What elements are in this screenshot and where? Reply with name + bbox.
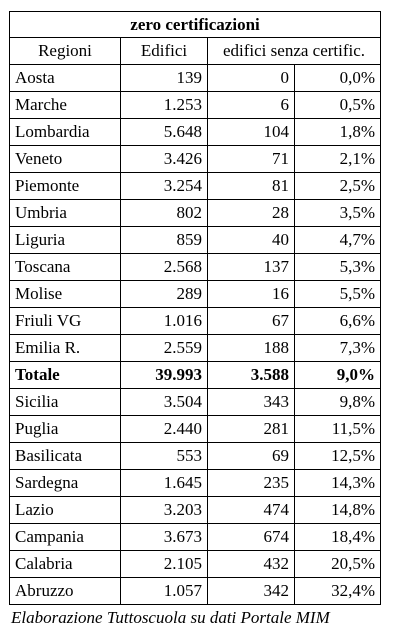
percentage-cell: 12,5% xyxy=(295,443,381,470)
region-cell: Campania xyxy=(10,524,121,551)
without-cert-cell: 40 xyxy=(208,227,295,254)
buildings-cell: 3.673 xyxy=(121,524,208,551)
region-cell: Totale xyxy=(10,362,121,389)
region-cell: Puglia xyxy=(10,416,121,443)
without-cert-cell: 3.588 xyxy=(208,362,295,389)
without-cert-cell: 342 xyxy=(208,578,295,605)
table-row xyxy=(10,470,381,497)
region-cell: Sardegna xyxy=(10,470,121,497)
percentage-cell: 7,3% xyxy=(295,335,381,362)
table-row xyxy=(10,173,381,200)
header-regioni: Regioni xyxy=(10,38,121,65)
percentage-cell: 5,5% xyxy=(295,281,381,308)
region-cell: Friuli VG xyxy=(10,308,121,335)
buildings-cell: 859 xyxy=(121,227,208,254)
without-cert-cell: 281 xyxy=(208,416,295,443)
without-cert-cell: 67 xyxy=(208,308,295,335)
percentage-cell: 0,5% xyxy=(295,92,381,119)
table-title-row xyxy=(10,12,381,38)
region-cell: Marche xyxy=(10,92,121,119)
table-header-row xyxy=(10,38,381,65)
percentage-cell: 1,8% xyxy=(295,119,381,146)
buildings-cell: 2.559 xyxy=(121,335,208,362)
without-cert-cell: 432 xyxy=(208,551,295,578)
buildings-cell: 39.993 xyxy=(121,362,208,389)
without-cert-cell: 104 xyxy=(208,119,295,146)
table-row xyxy=(10,254,381,281)
region-cell: Toscana xyxy=(10,254,121,281)
percentage-cell: 14,3% xyxy=(295,470,381,497)
header-edifici-senza-certificazione: edifici senza certific. xyxy=(208,38,381,65)
buildings-cell: 289 xyxy=(121,281,208,308)
without-cert-cell: 6 xyxy=(208,92,295,119)
table-row xyxy=(10,416,381,443)
buildings-cell: 1.645 xyxy=(121,470,208,497)
percentage-cell: 3,5% xyxy=(295,200,381,227)
buildings-cell: 2.568 xyxy=(121,254,208,281)
region-cell: Sicilia xyxy=(10,389,121,416)
table-row xyxy=(10,92,381,119)
region-cell: Lazio xyxy=(10,497,121,524)
table-row xyxy=(10,551,381,578)
without-cert-cell: 81 xyxy=(208,173,295,200)
table-row xyxy=(10,227,381,254)
buildings-cell: 2.105 xyxy=(121,551,208,578)
header-edifici: Edifici xyxy=(121,38,208,65)
buildings-cell: 802 xyxy=(121,200,208,227)
percentage-cell: 9,8% xyxy=(295,389,381,416)
percentage-cell: 5,3% xyxy=(295,254,381,281)
percentage-cell: 9,0% xyxy=(295,362,381,389)
buildings-cell: 2.440 xyxy=(121,416,208,443)
without-cert-cell: 28 xyxy=(208,200,295,227)
table-row xyxy=(10,578,381,605)
without-cert-cell: 474 xyxy=(208,497,295,524)
region-cell: Liguria xyxy=(10,227,121,254)
without-cert-cell: 674 xyxy=(208,524,295,551)
region-cell: Veneto xyxy=(10,146,121,173)
without-cert-cell: 0 xyxy=(208,65,295,92)
buildings-cell: 3.203 xyxy=(121,497,208,524)
buildings-cell: 3.254 xyxy=(121,173,208,200)
percentage-cell: 6,6% xyxy=(295,308,381,335)
without-cert-cell: 235 xyxy=(208,470,295,497)
percentage-cell: 32,4% xyxy=(295,578,381,605)
percentage-cell: 4,7% xyxy=(295,227,381,254)
without-cert-cell: 71 xyxy=(208,146,295,173)
buildings-cell: 5.648 xyxy=(121,119,208,146)
percentage-cell: 0,0% xyxy=(295,65,381,92)
percentage-cell: 2,1% xyxy=(295,146,381,173)
buildings-cell: 553 xyxy=(121,443,208,470)
table-row xyxy=(10,146,381,173)
buildings-cell: 1.057 xyxy=(121,578,208,605)
buildings-cell: 3.426 xyxy=(121,146,208,173)
percentage-cell: 14,8% xyxy=(295,497,381,524)
region-cell: Molise xyxy=(10,281,121,308)
total-row xyxy=(10,362,381,389)
table-title: zero certificazioni xyxy=(10,12,381,38)
region-cell: Aosta xyxy=(10,65,121,92)
region-cell: Abruzzo xyxy=(10,578,121,605)
region-cell: Calabria xyxy=(10,551,121,578)
buildings-cell: 1.016 xyxy=(121,308,208,335)
region-cell: Emilia R. xyxy=(10,335,121,362)
percentage-cell: 2,5% xyxy=(295,173,381,200)
table-row xyxy=(10,389,381,416)
table-row xyxy=(10,443,381,470)
percentage-cell: 18,4% xyxy=(295,524,381,551)
without-cert-cell: 16 xyxy=(208,281,295,308)
buildings-cell: 3.504 xyxy=(121,389,208,416)
table-row xyxy=(10,524,381,551)
zero-certifications-table xyxy=(9,11,381,605)
without-cert-cell: 343 xyxy=(208,389,295,416)
table-row xyxy=(10,200,381,227)
table-row xyxy=(10,65,381,92)
source-caption: Elaborazione Tuttoscuola su dati Portale MIM xyxy=(11,608,330,627)
table-row xyxy=(10,119,381,146)
without-cert-cell: 69 xyxy=(208,443,295,470)
percentage-cell: 11,5% xyxy=(295,416,381,443)
buildings-cell: 139 xyxy=(121,65,208,92)
table-row xyxy=(10,335,381,362)
buildings-cell: 1.253 xyxy=(121,92,208,119)
region-cell: Piemonte xyxy=(10,173,121,200)
table-row xyxy=(10,281,381,308)
region-cell: Basilicata xyxy=(10,443,121,470)
region-cell: Lombardia xyxy=(10,119,121,146)
table-row xyxy=(10,308,381,335)
percentage-cell: 20,5% xyxy=(295,551,381,578)
without-cert-cell: 188 xyxy=(208,335,295,362)
table-row xyxy=(10,497,381,524)
region-cell: Umbria xyxy=(10,200,121,227)
without-cert-cell: 137 xyxy=(208,254,295,281)
